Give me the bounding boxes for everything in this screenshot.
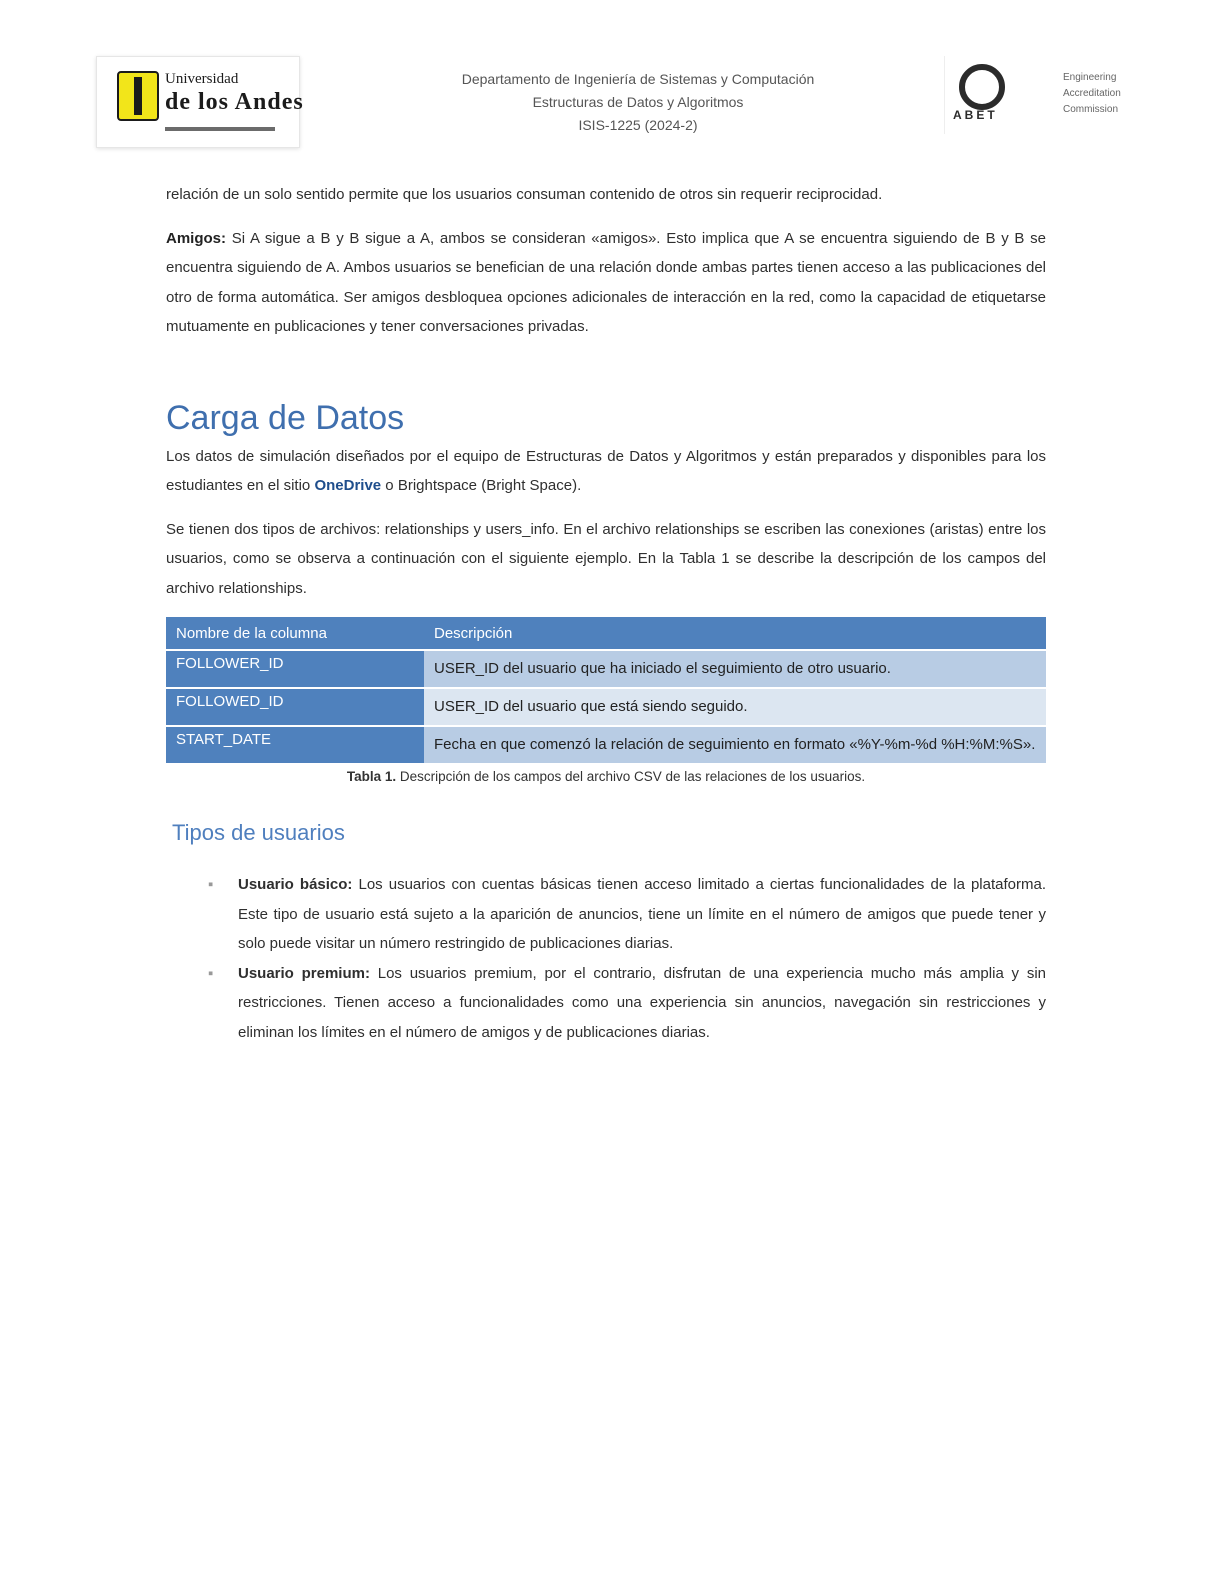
- carga-text-2: o Brightspace (Bright Space).: [381, 477, 582, 494]
- university-name-line1: Universidad: [165, 71, 239, 87]
- list-item: [238, 870, 1046, 959]
- fields-table: [166, 617, 1046, 763]
- premium-user-lead: Usuario premium:: [238, 964, 370, 982]
- intro-paragraph: relación de un solo sentido permite que los usuarios consuman contenido de otros sin requerir reciprocidad.: [166, 186, 883, 203]
- university-logo: [96, 56, 304, 148]
- abet-ring-icon: [959, 64, 1005, 110]
- table-row: [166, 726, 1046, 763]
- premium-user-text: Los usuarios premium, por el contrario, disfrutan de una experiencia mucho más amplia y sin restricciones. Tienen acceso a funcionalidades como una experiencia sin anuncios, navegación sin restricciones y eliminan los límites en el número de amigos y de publicaciones diarias.: [238, 964, 1047, 1041]
- basic-user-lead: Usuario básico:: [238, 876, 353, 893]
- table-header-row: [166, 617, 1046, 650]
- header-titles: [328, 68, 948, 137]
- amigos-paragraph: [166, 224, 1046, 342]
- onedrive-link[interactable]: OneDrive: [314, 477, 382, 494]
- course-title: Estructuras de Datos y Algoritmos: [532, 94, 744, 110]
- carga-text-1: Los datos de simulación diseñados por el equipo de Estructuras de Datos y Algoritmos y están preparados y disponibles para los estudiantes en el sitio: [166, 447, 1046, 494]
- basic-user-text: Los usuarios con cuentas básicas tienen acceso limitado a ciertas funcionalidades de la plataforma. Este tipo de usuario está sujeto a la aparición de anuncios, tiene un límite en el número de amigos que puede tener y solo puede visitar un número restringido de publicaciones diarias.: [238, 876, 1047, 952]
- table-caption-text: Descripción de los campos del archivo CSV de las relaciones de los usuarios.: [396, 769, 866, 784]
- abet-logo: [944, 56, 1181, 134]
- table-header-desc: Descripción: [424, 617, 1046, 650]
- department-title: Departamento de Ingeniería de Sistemas y Computación: [461, 71, 815, 87]
- logo-underline: [165, 127, 275, 131]
- page-header: [96, 56, 1180, 148]
- university-shield-icon: [117, 71, 159, 121]
- table-cell-name: FOLLOWED_ID: [166, 688, 424, 726]
- table-cell-desc: USER_ID del usuario que ha iniciado el seguimiento de otro usuario.: [424, 650, 1046, 688]
- list-item: [238, 959, 1046, 1048]
- course-code: ISIS-1225 (2024-2): [578, 117, 698, 133]
- document-body: [166, 180, 1046, 1047]
- section-title: Carga de Datos: [166, 398, 405, 437]
- table-caption: [166, 769, 1046, 784]
- table-cell-name: FOLLOWER_ID: [166, 650, 424, 688]
- table-row: [166, 650, 1046, 688]
- abet-caption: Engineering Accreditation Commission: [1063, 72, 1121, 115]
- user-types-list: [166, 870, 1046, 1047]
- amigos-text: Si A sigue a B y B sigue a A, ambos se consideran «amigos». Esto implica que A se encuentra siguiendo de B y B se encuentra siguiendo de A. Ambos usuarios se benefician de una relación donde ambas partes tienen acceso a las publicaciones del otro de forma automática. Ser amigos desbloquea opciones adicionales de interacción en la red, como la capacidad de etiquetarse mutuamente en publicaciones y tener conversaciones privadas.: [166, 229, 1046, 335]
- carga-paragraph: [166, 442, 1046, 501]
- table-cell-desc: Fecha en que comenzó la relación de seguimiento en formato «%Y-%m-%d %H:%M:%S».: [424, 726, 1046, 763]
- table-cell-desc: USER_ID del usuario que está siendo seguido.: [424, 688, 1046, 726]
- abet-label: ABET: [953, 108, 998, 122]
- table-caption-lead: Tabla 1.: [346, 769, 397, 784]
- amigos-lead: Amigos:: [166, 229, 226, 247]
- table-header-name: Nombre de la columna: [166, 617, 424, 650]
- archivos-paragraph: Se tienen dos tipos de archivos: relationships y users_info. En el archivo relationships se escriben las conexiones (aristas) entre los usuarios, como se observa a continuación con el siguiente ejemplo. En la Tabla 1 se describe la descripción de los campos del archivo relationships.: [166, 520, 1046, 597]
- subsection-title: Tipos de usuarios: [172, 820, 345, 845]
- university-name-line2: de los Andes: [165, 89, 304, 115]
- table-row: [166, 688, 1046, 726]
- table-cell-name: START_DATE: [166, 726, 424, 763]
